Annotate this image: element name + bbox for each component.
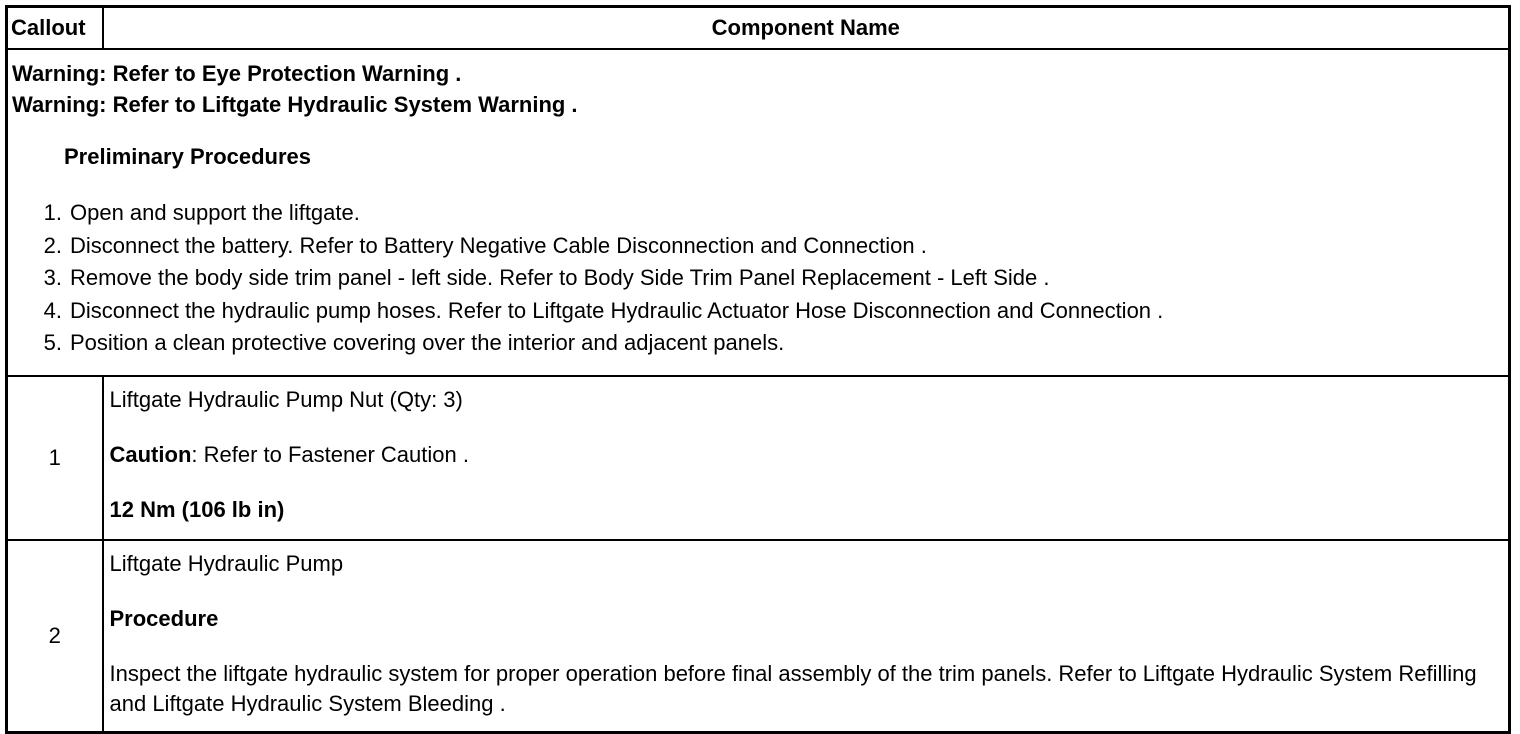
callout-number: 2 (7, 540, 103, 733)
component-name: Liftgate Hydraulic Pump (109, 551, 344, 576)
preliminary-steps-list (12, 197, 1504, 360)
preliminary-cell (7, 49, 1510, 376)
warning-eye-protection: Warning: Refer to Eye Protection Warning . (12, 61, 462, 86)
caution-text: : Refer to Fastener Caution . (191, 442, 469, 467)
step-number: 1. (43, 200, 62, 225)
step-number: 2. (43, 232, 62, 258)
caution-note (110, 440, 1503, 470)
procedure-table (5, 5, 1511, 734)
step-number: 4. (43, 297, 62, 323)
callout-number: 1 (7, 376, 103, 540)
preliminary-row (7, 49, 1510, 376)
header-component-name: Component Name (103, 7, 1510, 50)
component-name: Liftgate Hydraulic Pump Nut (Qty: 3) (109, 387, 463, 412)
warning-hydraulic-system: Warning: Refer to Liftgate Hydraulic System Warning . (12, 92, 578, 117)
step-text: Disconnect the hydraulic pump hoses. Refer to Liftgate Hydraulic Actuator Hose Disconnection and Connection . (70, 297, 1164, 323)
step-number: 3. (43, 265, 62, 290)
component-cell (103, 376, 1510, 540)
procedure-text: Inspect the liftgate hydraulic system for proper operation before final assembly of the trim panels. Refer to Liftgate Hydraulic System Refilling and Liftgate Hydraulic System Bleeding . (109, 661, 1477, 716)
list-item (12, 262, 1504, 295)
list-item (12, 230, 1504, 263)
header-row (7, 7, 1510, 50)
list-item (12, 327, 1504, 360)
procedure-label: Procedure (109, 606, 219, 631)
caution-label: Caution (109, 442, 192, 467)
torque-spec: 12 Nm (106 lb in) (109, 497, 285, 522)
header-callout: Callout (7, 7, 103, 50)
preliminary-procedures-title: Preliminary Procedures (64, 144, 312, 169)
step-text: Remove the body side trim panel - left side. Refer to Body Side Trim Panel Replacement - Left Side . (70, 265, 1050, 290)
list-item (12, 197, 1504, 230)
step-number: 5. (43, 330, 62, 355)
step-text: Disconnect the battery. Refer to Battery Negative Cable Disconnection and Connection . (70, 232, 927, 258)
table-row (7, 376, 1510, 540)
step-text: Open and support the liftgate. (70, 200, 360, 225)
list-item (12, 295, 1504, 328)
step-text: Position a clean protective covering over the interior and adjacent panels. (70, 330, 785, 355)
